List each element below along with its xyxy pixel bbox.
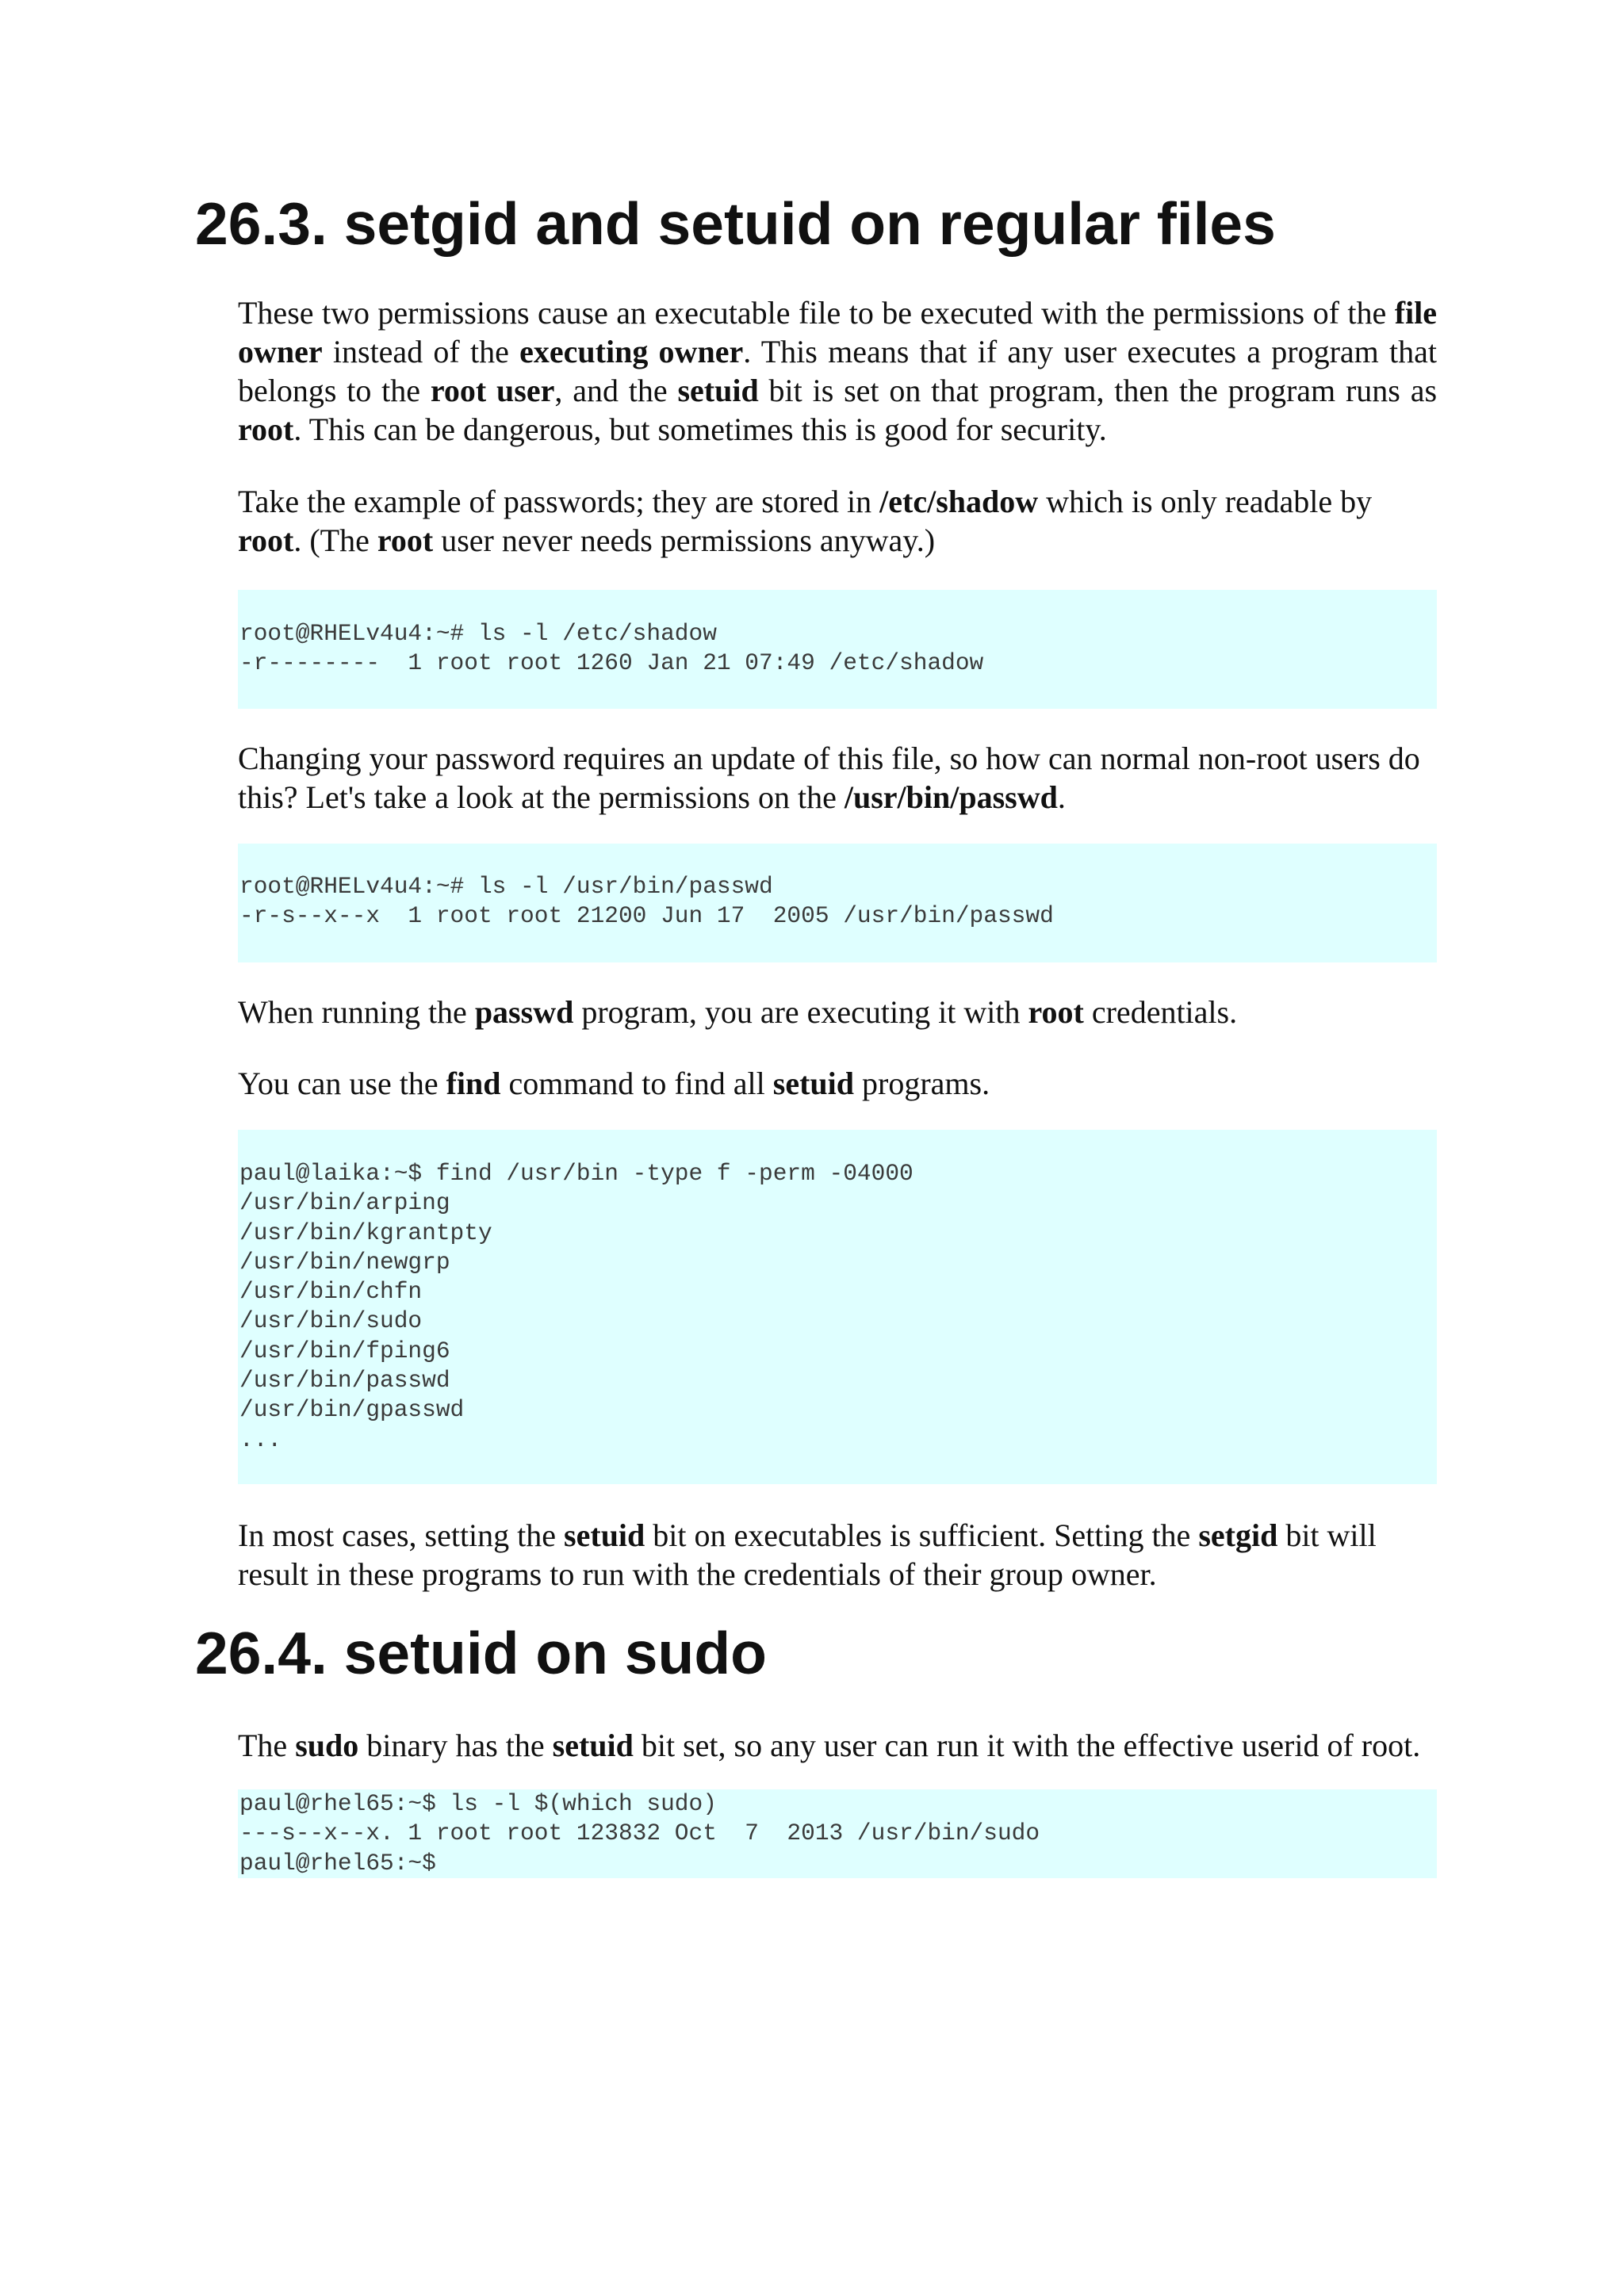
code-line: /usr/bin/sudo xyxy=(239,1307,423,1335)
code-line: /usr/bin/gpasswd xyxy=(239,1396,465,1424)
code-line: /usr/bin/passwd xyxy=(239,1367,450,1395)
emphasis-text: root user xyxy=(430,373,555,408)
code-line: paul@rhel65:~$ xyxy=(239,1849,436,1877)
code-line: paul@laika:~$ find /usr/bin -type f -perm -04000 xyxy=(239,1160,914,1187)
code-line: /usr/bin/kgrantpty xyxy=(239,1219,492,1246)
text-run: credentials. xyxy=(1083,994,1238,1030)
text-run: programs. xyxy=(854,1066,990,1101)
emphasis-text: root xyxy=(1028,994,1084,1030)
code-block-etc-shadow xyxy=(238,590,1437,709)
paragraph-find-command xyxy=(238,1064,1437,1103)
text-run: bit set, so any user can run it with the effective userid of root. xyxy=(633,1728,1421,1763)
text-run: binary has the xyxy=(358,1728,553,1763)
text-run: In most cases, setting the xyxy=(238,1517,565,1553)
text-run: . This can be dangerous, but sometimes this is good for security. xyxy=(293,411,1107,447)
code-block-find-setuid xyxy=(238,1130,1437,1484)
text-run: bit on executables is sufficient. Setting the xyxy=(645,1517,1199,1553)
text-run: . This means that if any user executes a program that belongs to the xyxy=(238,334,1437,408)
emphasis-text: /usr/bin/passwd xyxy=(844,779,1058,815)
emphasis-text: root xyxy=(238,411,294,447)
emphasis-text: setuid xyxy=(772,1066,855,1101)
paragraph-setuid-intro xyxy=(238,293,1437,449)
code-line: -r-------- 1 root root 1260 Jan 21 07:49 /etc/shadow xyxy=(239,649,984,677)
code-line: -r-s--x--x 1 root root 21200 Jun 17 2005 /usr/bin/passwd xyxy=(239,902,1054,930)
code-line: ---s--x--x. 1 root root 123832 Oct 7 2013 /usr/bin/sudo xyxy=(239,1820,1040,1847)
code-line: /usr/bin/arping xyxy=(239,1189,450,1217)
text-run: user never needs permissions anyway.) xyxy=(433,522,936,558)
text-run: You can use the xyxy=(238,1066,446,1101)
text-run: , and the xyxy=(554,373,678,408)
text-run: Changing your password requires an update of this file, so how can normal non-root users do this? Let's take a look at the permissions on the xyxy=(238,740,1420,815)
paragraph-setgid-note xyxy=(238,1516,1437,1594)
text-run: . xyxy=(1057,779,1066,815)
code-line: root@RHELv4u4:~# ls -l /usr/bin/passwd xyxy=(239,873,773,900)
text-run: which is only readable by xyxy=(1038,484,1373,519)
paragraph-passwords-example xyxy=(238,482,1437,560)
text-run: . (The xyxy=(293,522,377,558)
emphasis-text: setuid xyxy=(552,1728,634,1763)
text-run: These two permissions cause an executable file to be executed with the permissions of the xyxy=(238,295,1395,331)
emphasis-text: file owner xyxy=(238,295,1437,369)
text-run: The xyxy=(238,1728,296,1763)
emphasis-text: executing owner xyxy=(519,334,744,369)
text-run: bit is set on that program, then the program runs as xyxy=(758,373,1438,408)
text-run: Take the example of passwords; they are stored in xyxy=(238,484,880,519)
text-run: instead of the xyxy=(322,334,520,369)
text-run: program, you are executing it with xyxy=(573,994,1028,1030)
text-run: command to find all xyxy=(500,1066,773,1101)
code-block-which-sudo xyxy=(238,1789,1437,1878)
code-line: /usr/bin/fping6 xyxy=(239,1337,450,1364)
paragraph-sudo-binary xyxy=(238,1726,1475,1765)
emphasis-text: setgid xyxy=(1198,1517,1278,1553)
code-line: /usr/bin/chfn xyxy=(239,1278,423,1306)
emphasis-text: /etc/shadow xyxy=(879,484,1039,519)
code-line: /usr/bin/newgrp xyxy=(239,1248,450,1276)
emphasis-text: root xyxy=(377,522,434,558)
code-line: root@RHELv4u4:~# ls -l /etc/shadow xyxy=(239,620,717,647)
code-block-usr-bin-passwd xyxy=(238,844,1437,962)
emphasis-text: sudo xyxy=(295,1728,359,1763)
paragraph-running-passwd xyxy=(238,993,1437,1031)
emphasis-text: passwd xyxy=(474,994,574,1030)
code-line: paul@rhel65:~$ ls -l $(which sudo) xyxy=(239,1790,717,1817)
text-run: When running the xyxy=(238,994,475,1030)
emphasis-text: find xyxy=(446,1066,501,1101)
section-heading-26-3: 26.3. setgid and setuid on regular files xyxy=(195,190,1276,257)
paragraph-changing-password xyxy=(238,739,1437,817)
code-line: ... xyxy=(239,1425,282,1453)
section-heading-26-4: 26.4. setuid on sudo xyxy=(195,1620,767,1686)
text-run: bit will result in these programs to run with the credentials of their group owner. xyxy=(238,1517,1377,1592)
emphasis-text: setuid xyxy=(677,373,759,408)
emphasis-text: setuid xyxy=(564,1517,645,1553)
emphasis-text: root xyxy=(238,522,294,558)
